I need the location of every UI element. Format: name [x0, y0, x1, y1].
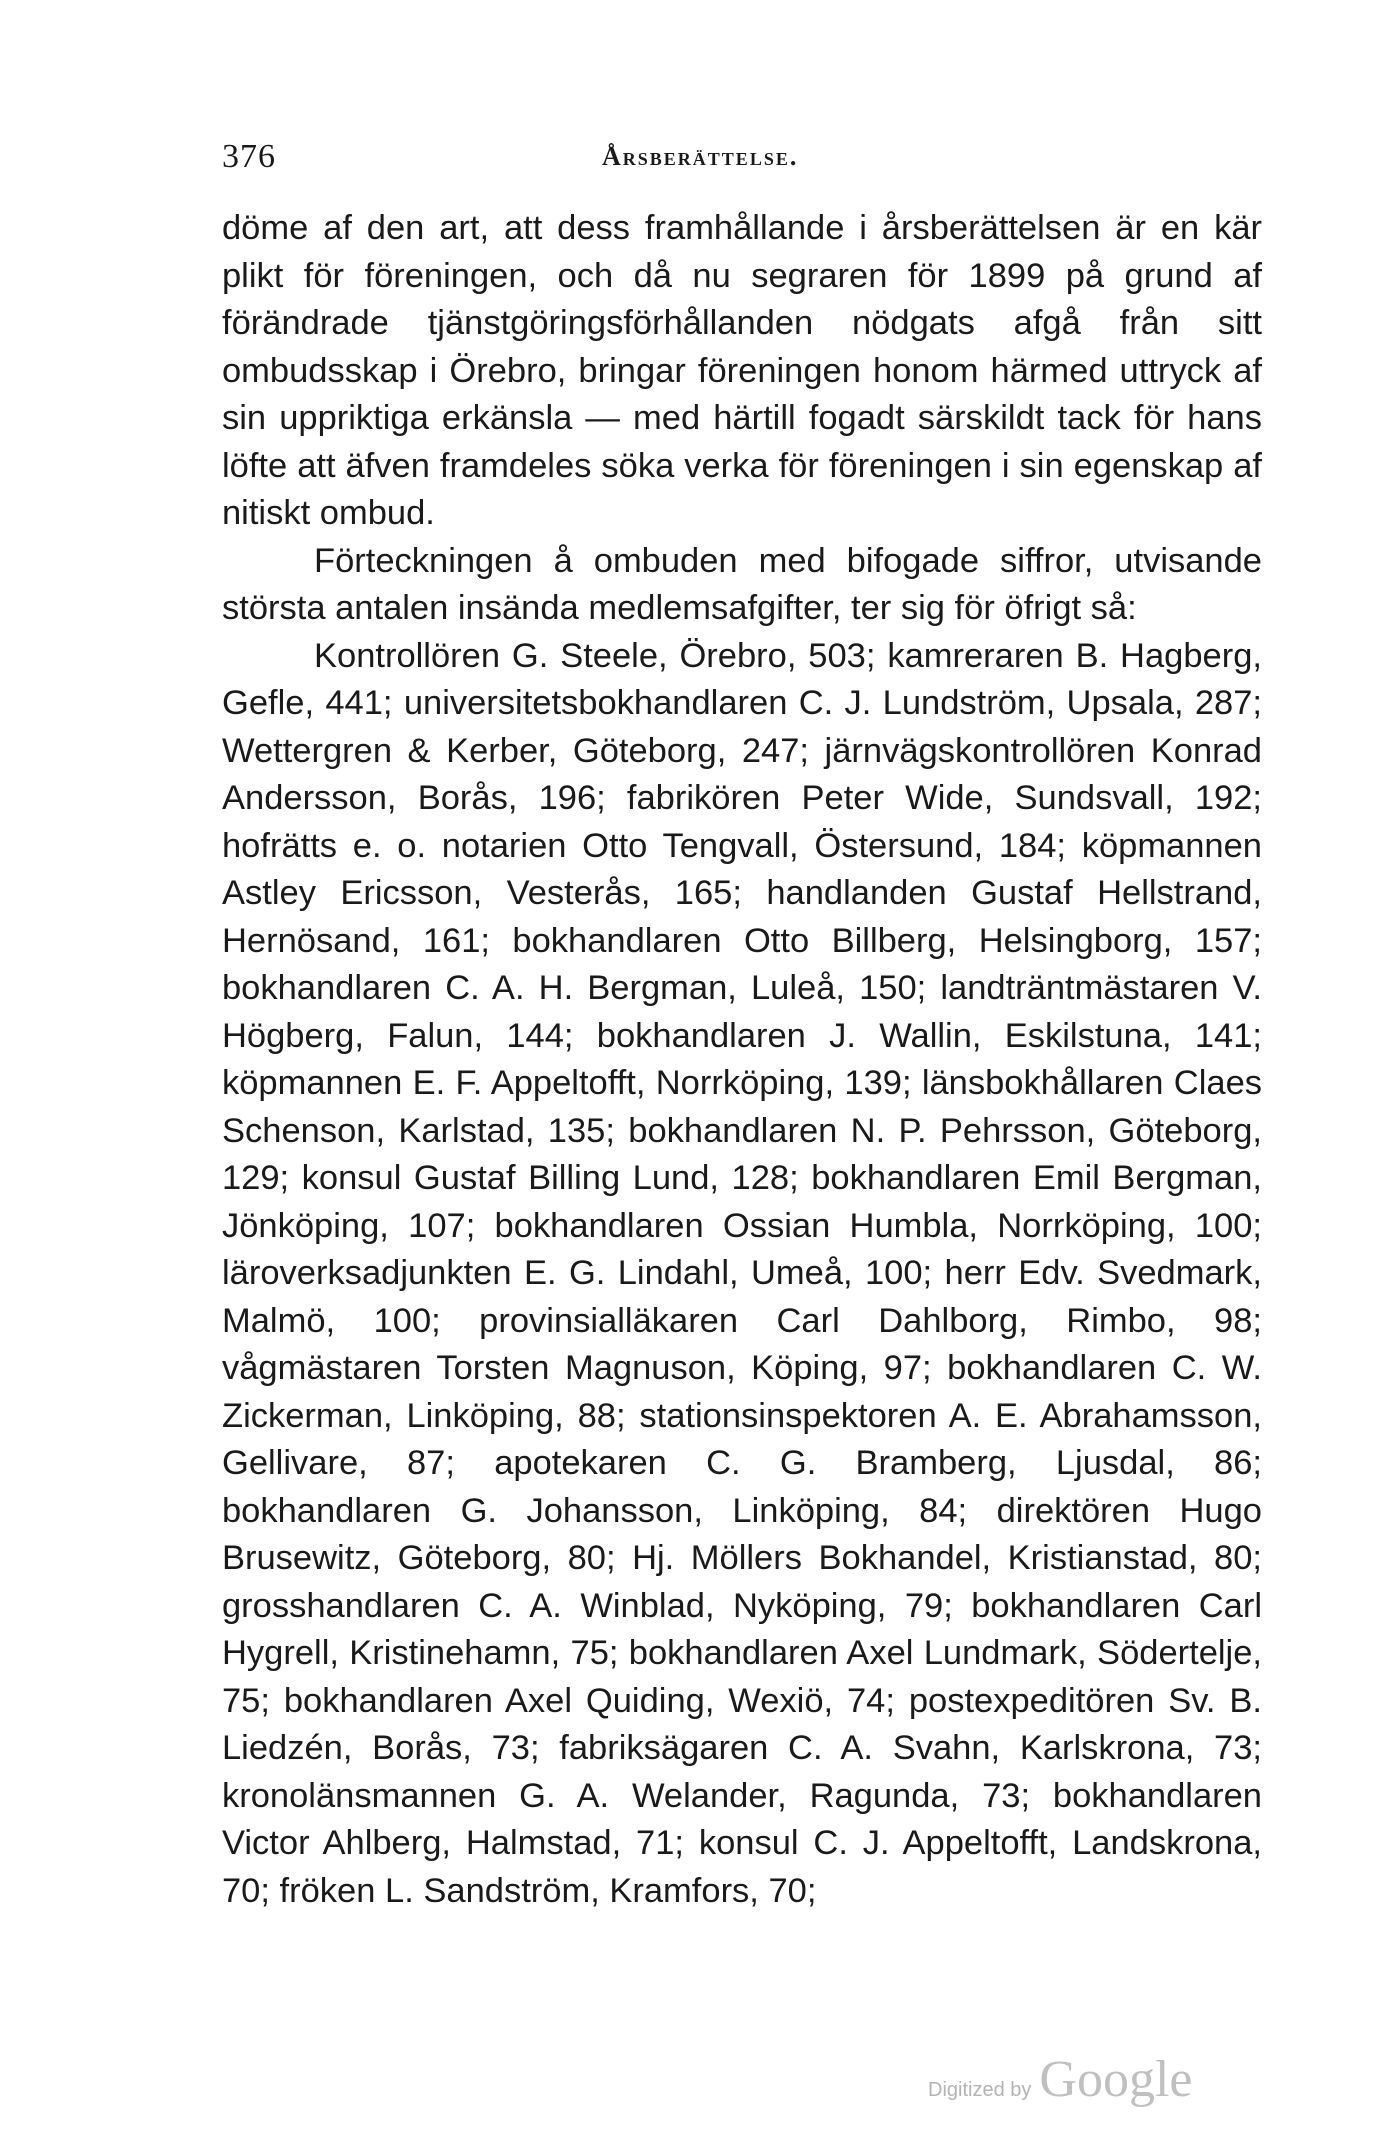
paragraph-agent-list: Kontrollören G. Steele, Örebro, 503; kamreraren B. Hagberg, Gefle, 441; universitetsbokhandlaren C. J. Lundström, Upsala, 287; Wettergren & Kerber, Göteborg, 247; järnvägskontrollören Konrad Andersson, Borås, 196; fabrikören Peter Wide, Sundsvall, 192; hofrätts e. o. notarien Otto Tengvall, Östersund, 184; köpmannen Astley Ericsson, Vesterås, 165; handlanden Gustaf Hellstrand, Hernösand, 161; bokhandlaren Otto Billberg, Helsingborg, 157; bokhandlaren C. A. H. Bergman, Luleå, 150; landträntmästaren V. Högberg, Falun, 144; bokhandlaren J. Wallin, Eskilstuna, 141; köpmannen E. F. Appeltofft, Norrköping, 139; länsbokhållaren Claes Schenson, Karlstad, 135; bokhandlaren N. P. Pehrsson, Göteborg, 129; konsul Gustaf Billing Lund, 128; bokhandlaren Emil Bergman, Jönköping, 107; bokhandlaren Ossian Humbla, Norrköping, 100; läroverksadjunkten E. G. Lindahl, Umeå, 100; herr Edv. Svedmark, Malmö, 100; provinsialläkaren Carl Dahlborg, Rimbo, 98; vågmästaren Torsten Magnuson, Köping, 97; bokhandlaren C. W. Zickerman, Linköping, 88; stationsinspektoren A. E. Abrahamsson, Gellivare, 87; apotekaren C. G. Bramberg, Ljusdal, 86; bokhandlaren G. Johansson, Linköping, 84; direktören Hugo Brusewitz, Göteborg, 80; Hj. Möllers Bokhandel, Kristianstad, 80; grosshandlaren C. A. Winblad, Nyköping, 79; bokhandlaren Carl Hygrell, Kristinehamn, 75; bokhandlaren Axel Lundmark, Södertelje, 75; bokhandlaren Axel Quiding, Wexiö, 74; postexpeditören Sv. B. Liedzén, Borås, 73; fabriksägaren C. A. Svahn, Karlskrona, 73; kronolänsmannen G. A. Welander, Ragunda, 73; bokhandlaren Victor Ahlberg, Halmstad, 71; konsul C. J. Appeltofft, Landskrona, 70; fröken L. Sandström, Kramfors, 70; [222, 636, 1262, 1910]
watermark-prefix: Digitized by [928, 2079, 1032, 2101]
google-logo: Google [1039, 2051, 1193, 2108]
body-text [222, 205, 1262, 1915]
page-header [222, 138, 1262, 178]
page-number: 376 [222, 138, 276, 175]
paragraph-continuation: döme af den art, att dess framhållande i årsberättelsen är en kär plikt för föreningen, och då nu segraren för 1899 på grund af förändrade tjänstgöringsförhållanden nödgats afgå från sitt ombudsskap i Örebro, bringar föreningen honom härmed uttryck af sin uppriktiga erkänsla — med härtill fogadt särskildt tack för hans löfte att äfven framdeles söka verka för föreningen i sin egenskap af nitiskt ombud. [222, 209, 1262, 532]
paragraph-intro: Förteckningen å ombuden med bifogade siffror, utvisande största antalen insända medlemsafgifter, ter sig för öfrigt så: [222, 541, 1262, 627]
running-head: Årsberättelse. [602, 142, 799, 171]
digitized-watermark [928, 2050, 1192, 2109]
